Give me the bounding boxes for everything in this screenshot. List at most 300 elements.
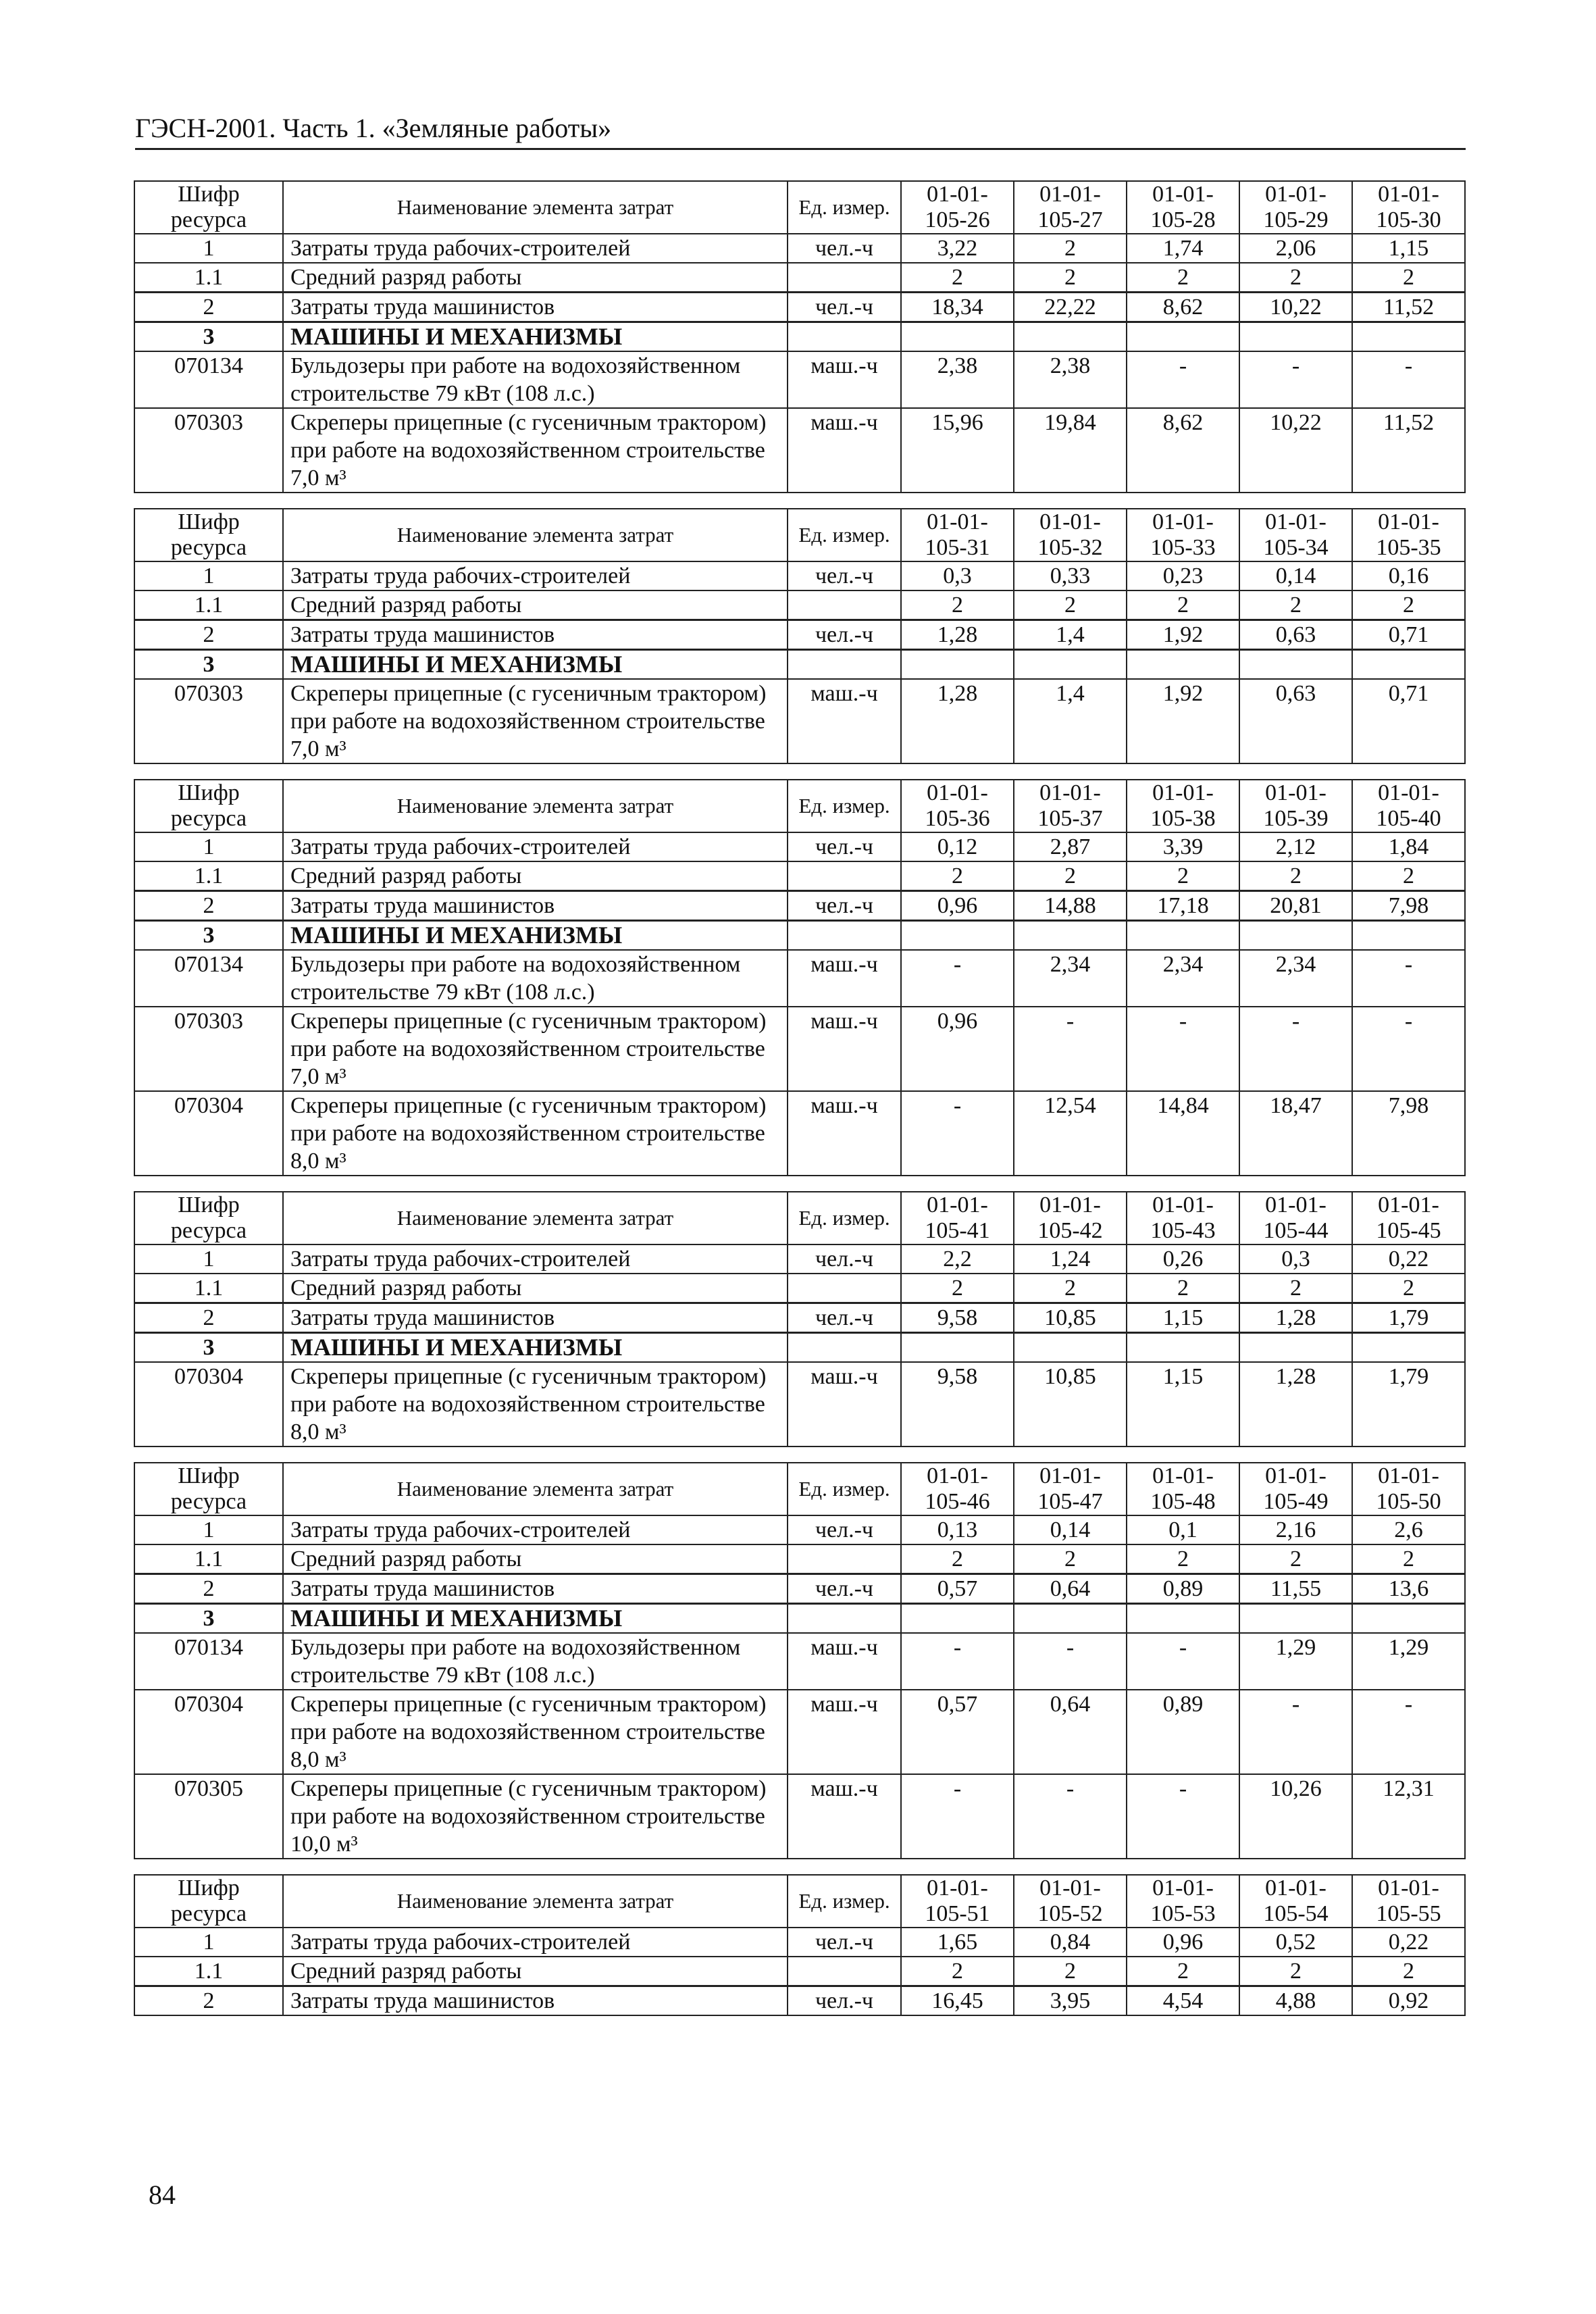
value-cell: 2,38 bbox=[1014, 351, 1127, 408]
value-cell: 1,29 bbox=[1352, 1633, 1465, 1690]
cost-element-name: Средний разряд работы bbox=[283, 590, 788, 620]
value-cell: 13,6 bbox=[1352, 1574, 1465, 1604]
table-row bbox=[134, 590, 1465, 620]
unit-cell: чел.-ч bbox=[788, 891, 901, 921]
value-cell: - bbox=[1014, 1633, 1127, 1690]
cost-element-name: Затраты труда машинистов bbox=[283, 1986, 788, 2016]
value-cell bbox=[1014, 322, 1127, 352]
resource-code: 070304 bbox=[134, 1091, 283, 1176]
table-row bbox=[134, 351, 1465, 408]
value-cell bbox=[1239, 1333, 1352, 1363]
cost-element-name: Затраты труда машинистов bbox=[283, 891, 788, 921]
cost-element-name: Затраты труда машинистов bbox=[283, 1574, 788, 1604]
value-cell: 2 bbox=[1014, 590, 1127, 620]
value-cell bbox=[1014, 650, 1127, 680]
value-cell bbox=[1239, 1604, 1352, 1634]
unit-cell: чел.-ч bbox=[788, 832, 901, 861]
header-norm-code: 01-01-105-35 bbox=[1352, 509, 1465, 561]
unit-cell: чел.-ч bbox=[788, 293, 901, 322]
value-cell: 11,52 bbox=[1352, 293, 1465, 322]
table-row bbox=[134, 620, 1465, 650]
page-number: 84 bbox=[149, 2180, 176, 2210]
value-cell bbox=[1127, 1333, 1239, 1363]
unit-cell bbox=[788, 650, 901, 680]
header-norm-code: 01-01-105-31 bbox=[901, 509, 1014, 561]
cost-element-name: МАШИНЫ И МЕХАНИЗМЫ bbox=[283, 1333, 788, 1363]
value-cell: 7,98 bbox=[1352, 891, 1465, 921]
table-row bbox=[134, 1274, 1465, 1303]
cost-element-name: Бульдозеры при работе на водохозяйственном строительстве 79 кВт (108 л.с.) bbox=[283, 1633, 788, 1690]
value-cell: 0,26 bbox=[1127, 1244, 1239, 1274]
unit-cell bbox=[788, 1333, 901, 1363]
norm-table bbox=[134, 779, 1466, 1176]
value-cell: - bbox=[1239, 1007, 1352, 1091]
value-cell: 0,3 bbox=[901, 561, 1014, 590]
table-row bbox=[134, 1244, 1465, 1274]
value-cell: 0,89 bbox=[1127, 1574, 1239, 1604]
value-cell: 2 bbox=[1239, 1957, 1352, 1986]
cost-element-name: Затраты труда рабочих-строителей bbox=[283, 234, 788, 263]
value-cell: 2 bbox=[1239, 1274, 1352, 1303]
table-row bbox=[134, 561, 1465, 590]
cost-element-name: Средний разряд работы bbox=[283, 1957, 788, 1986]
table-row bbox=[134, 1928, 1465, 1957]
table-row bbox=[134, 650, 1465, 680]
value-cell: 2 bbox=[1352, 263, 1465, 293]
table-row bbox=[134, 322, 1465, 352]
value-cell: - bbox=[1352, 351, 1465, 408]
resource-code: 2 bbox=[134, 1574, 283, 1604]
table-row bbox=[134, 891, 1465, 921]
cost-element-name: Средний разряд работы bbox=[283, 1544, 788, 1574]
table-header-row bbox=[134, 181, 1465, 234]
cost-element-name: МАШИНЫ И МЕХАНИЗМЫ bbox=[283, 1604, 788, 1634]
value-cell: 2 bbox=[1239, 590, 1352, 620]
value-cell: 0,64 bbox=[1014, 1574, 1127, 1604]
value-cell: - bbox=[1239, 351, 1352, 408]
cost-element-name: Скреперы прицепные (с гусеничным трактором) при работе на водохозяйственном строительстве 10,0 м³ bbox=[283, 1774, 788, 1859]
value-cell: 14,88 bbox=[1014, 891, 1127, 921]
value-cell: 1,4 bbox=[1014, 679, 1127, 763]
value-cell bbox=[1127, 322, 1239, 352]
unit-cell: чел.-ч bbox=[788, 234, 901, 263]
value-cell: 1,4 bbox=[1014, 620, 1127, 650]
value-cell: 11,52 bbox=[1352, 408, 1465, 493]
header-name: Наименование элемента затрат bbox=[283, 780, 788, 832]
header-norm-code: 01-01-105-42 bbox=[1014, 1192, 1127, 1244]
value-cell: - bbox=[1127, 1633, 1239, 1690]
unit-cell bbox=[788, 263, 901, 293]
resource-code: 1 bbox=[134, 1515, 283, 1544]
value-cell: - bbox=[1352, 1007, 1465, 1091]
value-cell: 15,96 bbox=[901, 408, 1014, 493]
value-cell: - bbox=[1014, 1007, 1127, 1091]
unit-cell bbox=[788, 590, 901, 620]
norm-table bbox=[134, 1462, 1466, 1859]
unit-cell bbox=[788, 322, 901, 352]
value-cell: 0,14 bbox=[1239, 561, 1352, 590]
header-name: Наименование элемента затрат bbox=[283, 1875, 788, 1928]
cost-element-name: Затраты труда рабочих-строителей bbox=[283, 1928, 788, 1957]
norm-table bbox=[134, 1191, 1466, 1447]
value-cell bbox=[1239, 650, 1352, 680]
cost-element-name: Скреперы прицепные (с гусеничным трактором) при работе на водохозяйственном строительстве 7,0 м³ bbox=[283, 1007, 788, 1091]
table-header-row bbox=[134, 780, 1465, 832]
value-cell: 2,38 bbox=[901, 351, 1014, 408]
value-cell bbox=[901, 322, 1014, 352]
value-cell: 1,84 bbox=[1352, 832, 1465, 861]
value-cell bbox=[1352, 1333, 1465, 1363]
resource-code: 070134 bbox=[134, 950, 283, 1007]
resource-code: 1 bbox=[134, 832, 283, 861]
header-norm-code: 01-01-105-32 bbox=[1014, 509, 1127, 561]
value-cell: 2 bbox=[1352, 1274, 1465, 1303]
value-cell: 1,92 bbox=[1127, 679, 1239, 763]
table-row bbox=[134, 1774, 1465, 1859]
table-row bbox=[134, 408, 1465, 493]
unit-cell: маш.-ч bbox=[788, 679, 901, 763]
value-cell: 0,3 bbox=[1239, 1244, 1352, 1274]
header-unit: Ед. измер. bbox=[788, 1463, 901, 1515]
value-cell: 16,45 bbox=[901, 1986, 1014, 2016]
header-norm-code: 01-01-105-39 bbox=[1239, 780, 1352, 832]
value-cell: 3,22 bbox=[901, 234, 1014, 263]
resource-code: 070305 bbox=[134, 1774, 283, 1859]
value-cell: 0,57 bbox=[901, 1574, 1014, 1604]
table-row bbox=[134, 1690, 1465, 1774]
value-cell: 2 bbox=[1352, 590, 1465, 620]
value-cell: 3,39 bbox=[1127, 832, 1239, 861]
value-cell: 0,63 bbox=[1239, 620, 1352, 650]
value-cell: - bbox=[1014, 1774, 1127, 1859]
value-cell: 2,34 bbox=[1127, 950, 1239, 1007]
value-cell: 4,88 bbox=[1239, 1986, 1352, 2016]
cost-element-name: Скреперы прицепные (с гусеничным трактором) при работе на водохозяйственном строительстве 8,0 м³ bbox=[283, 1091, 788, 1176]
value-cell: 12,54 bbox=[1014, 1091, 1127, 1176]
value-cell: 2 bbox=[1014, 1544, 1127, 1574]
cost-element-name: МАШИНЫ И МЕХАНИЗМЫ bbox=[283, 322, 788, 352]
cost-element-name: Скреперы прицепные (с гусеничным трактором) при работе на водохозяйственном строительстве 7,0 м³ bbox=[283, 408, 788, 493]
value-cell: 1,15 bbox=[1127, 1303, 1239, 1333]
cost-element-name: МАШИНЫ И МЕХАНИЗМЫ bbox=[283, 921, 788, 951]
header-norm-code: 01-01-105-44 bbox=[1239, 1192, 1352, 1244]
value-cell bbox=[1352, 921, 1465, 951]
unit-cell: чел.-ч bbox=[788, 620, 901, 650]
value-cell: 18,34 bbox=[901, 293, 1014, 322]
norm-tables bbox=[134, 180, 1464, 2031]
resource-code: 2 bbox=[134, 1986, 283, 2016]
value-cell: 0,1 bbox=[1127, 1515, 1239, 1544]
cost-element-name: Затраты труда рабочих-строителей bbox=[283, 1244, 788, 1274]
table-row bbox=[134, 1633, 1465, 1690]
header-norm-code: 01-01-105-50 bbox=[1352, 1463, 1465, 1515]
table-row bbox=[134, 1007, 1465, 1091]
header-norm-code: 01-01-105-51 bbox=[901, 1875, 1014, 1928]
value-cell: 19,84 bbox=[1014, 408, 1127, 493]
value-cell bbox=[901, 1333, 1014, 1363]
unit-cell: маш.-ч bbox=[788, 351, 901, 408]
value-cell: 0,14 bbox=[1014, 1515, 1127, 1544]
value-cell: 2,12 bbox=[1239, 832, 1352, 861]
value-cell: 10,85 bbox=[1014, 1362, 1127, 1447]
header-unit: Ед. измер. bbox=[788, 181, 901, 234]
value-cell: 20,81 bbox=[1239, 891, 1352, 921]
value-cell: 0,71 bbox=[1352, 679, 1465, 763]
unit-cell: чел.-ч bbox=[788, 1515, 901, 1544]
header-norm-code: 01-01-105-28 bbox=[1127, 181, 1239, 234]
norm-table bbox=[134, 180, 1466, 493]
value-cell: 2 bbox=[1014, 234, 1127, 263]
header-norm-code: 01-01-105-45 bbox=[1352, 1192, 1465, 1244]
value-cell: 14,84 bbox=[1127, 1091, 1239, 1176]
value-cell: 2,06 bbox=[1239, 234, 1352, 263]
value-cell: 2 bbox=[901, 590, 1014, 620]
cost-element-name: Средний разряд работы bbox=[283, 861, 788, 891]
resource-code: 070303 bbox=[134, 1007, 283, 1091]
value-cell: 0,16 bbox=[1352, 561, 1465, 590]
resource-code: 3 bbox=[134, 921, 283, 951]
value-cell: - bbox=[1127, 351, 1239, 408]
value-cell: 0,96 bbox=[901, 1007, 1014, 1091]
value-cell: 0,64 bbox=[1014, 1690, 1127, 1774]
table-row bbox=[134, 1091, 1465, 1176]
value-cell: 9,58 bbox=[901, 1303, 1014, 1333]
table-row bbox=[134, 1362, 1465, 1447]
resource-code: 1.1 bbox=[134, 1957, 283, 1986]
table-row bbox=[134, 1986, 1465, 2016]
value-cell: - bbox=[901, 1774, 1014, 1859]
header-norm-code: 01-01-105-30 bbox=[1352, 181, 1465, 234]
header-name: Наименование элемента затрат bbox=[283, 1463, 788, 1515]
unit-cell bbox=[788, 921, 901, 951]
value-cell bbox=[901, 1604, 1014, 1634]
value-cell: 1,28 bbox=[901, 679, 1014, 763]
resource-code: 3 bbox=[134, 322, 283, 352]
value-cell: - bbox=[1239, 1690, 1352, 1774]
value-cell bbox=[901, 650, 1014, 680]
header-norm-code: 01-01-105-34 bbox=[1239, 509, 1352, 561]
value-cell: 2 bbox=[901, 263, 1014, 293]
resource-code: 070304 bbox=[134, 1362, 283, 1447]
table-row bbox=[134, 234, 1465, 263]
header-norm-code: 01-01-105-49 bbox=[1239, 1463, 1352, 1515]
unit-cell: чел.-ч bbox=[788, 1928, 901, 1957]
cost-element-name: Затраты труда рабочих-строителей bbox=[283, 832, 788, 861]
value-cell: 2 bbox=[1014, 861, 1127, 891]
unit-cell bbox=[788, 1544, 901, 1574]
unit-cell bbox=[788, 1604, 901, 1634]
value-cell: 2 bbox=[1127, 263, 1239, 293]
value-cell: 8,62 bbox=[1127, 293, 1239, 322]
value-cell bbox=[1352, 322, 1465, 352]
value-cell: 2 bbox=[1352, 1957, 1465, 1986]
unit-cell: маш.-ч bbox=[788, 1091, 901, 1176]
value-cell: 2,6 bbox=[1352, 1515, 1465, 1544]
value-cell: 11,55 bbox=[1239, 1574, 1352, 1604]
value-cell: 2,87 bbox=[1014, 832, 1127, 861]
value-cell: 10,85 bbox=[1014, 1303, 1127, 1333]
unit-cell: чел.-ч bbox=[788, 1986, 901, 2016]
table-row bbox=[134, 293, 1465, 322]
resource-code: 3 bbox=[134, 650, 283, 680]
value-cell: 1,79 bbox=[1352, 1362, 1465, 1447]
table-row bbox=[134, 950, 1465, 1007]
resource-code: 2 bbox=[134, 293, 283, 322]
value-cell: - bbox=[1352, 950, 1465, 1007]
table-header-row bbox=[134, 509, 1465, 561]
table-row bbox=[134, 1303, 1465, 1333]
resource-code: 3 bbox=[134, 1333, 283, 1363]
value-cell: 0,22 bbox=[1352, 1928, 1465, 1957]
unit-cell: маш.-ч bbox=[788, 950, 901, 1007]
resource-code: 2 bbox=[134, 620, 283, 650]
value-cell bbox=[1352, 1604, 1465, 1634]
value-cell: 2 bbox=[1014, 263, 1127, 293]
value-cell: 0,96 bbox=[901, 891, 1014, 921]
value-cell: 2 bbox=[1352, 1544, 1465, 1574]
resource-code: 1.1 bbox=[134, 1274, 283, 1303]
value-cell: 0,84 bbox=[1014, 1928, 1127, 1957]
value-cell: 2 bbox=[1127, 1957, 1239, 1986]
value-cell: 0,89 bbox=[1127, 1690, 1239, 1774]
value-cell: 2 bbox=[1127, 1544, 1239, 1574]
resource-code: 070303 bbox=[134, 679, 283, 763]
resource-code: 1.1 bbox=[134, 590, 283, 620]
value-cell bbox=[901, 921, 1014, 951]
value-cell: 0,71 bbox=[1352, 620, 1465, 650]
value-cell: 2 bbox=[1014, 1957, 1127, 1986]
table-header-row bbox=[134, 1875, 1465, 1928]
unit-cell bbox=[788, 1274, 901, 1303]
unit-cell: маш.-ч bbox=[788, 1362, 901, 1447]
value-cell bbox=[1014, 1604, 1127, 1634]
header-norm-code: 01-01-105-48 bbox=[1127, 1463, 1239, 1515]
header-norm-code: 01-01-105-38 bbox=[1127, 780, 1239, 832]
value-cell: 1,92 bbox=[1127, 620, 1239, 650]
value-cell: 17,18 bbox=[1127, 891, 1239, 921]
value-cell: 10,22 bbox=[1239, 408, 1352, 493]
value-cell: 2 bbox=[1352, 861, 1465, 891]
norm-table bbox=[134, 1874, 1466, 2016]
header-norm-code: 01-01-105-40 bbox=[1352, 780, 1465, 832]
page-header: ГЭСН-2001. Часть 1. «Земляные работы» bbox=[135, 111, 1466, 150]
value-cell: 2 bbox=[1239, 263, 1352, 293]
resource-code: 1.1 bbox=[134, 1544, 283, 1574]
value-cell: - bbox=[901, 950, 1014, 1007]
cost-element-name: Затраты труда машинистов bbox=[283, 293, 788, 322]
cost-element-name: Затраты труда рабочих-строителей bbox=[283, 561, 788, 590]
table-row bbox=[134, 861, 1465, 891]
value-cell: 8,62 bbox=[1127, 408, 1239, 493]
header-norm-code: 01-01-105-33 bbox=[1127, 509, 1239, 561]
value-cell: 12,31 bbox=[1352, 1774, 1465, 1859]
value-cell bbox=[1239, 921, 1352, 951]
header-norm-code: 01-01-105-41 bbox=[901, 1192, 1014, 1244]
value-cell: 7,98 bbox=[1352, 1091, 1465, 1176]
cost-element-name: Затраты труда рабочих-строителей bbox=[283, 1515, 788, 1544]
unit-cell: чел.-ч bbox=[788, 1303, 901, 1333]
header-unit: Ед. измер. bbox=[788, 1192, 901, 1244]
value-cell: 2,2 bbox=[901, 1244, 1014, 1274]
header-norm-code: 01-01-105-52 bbox=[1014, 1875, 1127, 1928]
header-norm-code: 01-01-105-53 bbox=[1127, 1875, 1239, 1928]
value-cell: 2 bbox=[1239, 1544, 1352, 1574]
value-cell: 1,15 bbox=[1127, 1362, 1239, 1447]
value-cell: 10,22 bbox=[1239, 293, 1352, 322]
cost-element-name: Скреперы прицепные (с гусеничным трактором) при работе на водохозяйственном строительстве 7,0 м³ bbox=[283, 679, 788, 763]
resource-code: 1.1 bbox=[134, 263, 283, 293]
header-norm-code: 01-01-105-37 bbox=[1014, 780, 1127, 832]
resource-code: 3 bbox=[134, 1604, 283, 1634]
value-cell: - bbox=[1352, 1690, 1465, 1774]
value-cell: 1,79 bbox=[1352, 1303, 1465, 1333]
value-cell: 2 bbox=[901, 1274, 1014, 1303]
cost-element-name: Затраты труда машинистов bbox=[283, 620, 788, 650]
table-row bbox=[134, 1544, 1465, 1574]
header-norm-code: 01-01-105-54 bbox=[1239, 1875, 1352, 1928]
unit-cell bbox=[788, 1957, 901, 1986]
unit-cell: маш.-ч bbox=[788, 1690, 901, 1774]
value-cell: 2 bbox=[1127, 590, 1239, 620]
table-row bbox=[134, 1604, 1465, 1634]
header-norm-code: 01-01-105-26 bbox=[901, 181, 1014, 234]
value-cell: 22,22 bbox=[1014, 293, 1127, 322]
unit-cell: чел.-ч bbox=[788, 1244, 901, 1274]
header-code: Шифр ресурса bbox=[134, 1875, 283, 1928]
value-cell: 0,92 bbox=[1352, 1986, 1465, 2016]
value-cell bbox=[1352, 650, 1465, 680]
header-norm-code: 01-01-105-36 bbox=[901, 780, 1014, 832]
resource-code: 1.1 bbox=[134, 861, 283, 891]
value-cell: 4,54 bbox=[1127, 1986, 1239, 2016]
value-cell: 1,29 bbox=[1239, 1633, 1352, 1690]
header-norm-code: 01-01-105-55 bbox=[1352, 1875, 1465, 1928]
header-norm-code: 01-01-105-46 bbox=[901, 1463, 1014, 1515]
value-cell bbox=[1239, 322, 1352, 352]
value-cell bbox=[1127, 921, 1239, 951]
unit-cell: чел.-ч bbox=[788, 561, 901, 590]
value-cell: 0,52 bbox=[1239, 1928, 1352, 1957]
value-cell: 3,95 bbox=[1014, 1986, 1127, 2016]
table-row bbox=[134, 679, 1465, 763]
header-code: Шифр ресурса bbox=[134, 181, 283, 234]
resource-code: 2 bbox=[134, 891, 283, 921]
value-cell: 1,28 bbox=[1239, 1303, 1352, 1333]
value-cell: 2,34 bbox=[1239, 950, 1352, 1007]
norm-table bbox=[134, 508, 1466, 764]
value-cell: 18,47 bbox=[1239, 1091, 1352, 1176]
resource-code: 1 bbox=[134, 234, 283, 263]
resource-code: 1 bbox=[134, 561, 283, 590]
value-cell: 0,12 bbox=[901, 832, 1014, 861]
header-name: Наименование элемента затрат bbox=[283, 1192, 788, 1244]
table-row bbox=[134, 1574, 1465, 1604]
resource-code: 070303 bbox=[134, 408, 283, 493]
value-cell: 10,26 bbox=[1239, 1774, 1352, 1859]
cost-element-name: Затраты труда машинистов bbox=[283, 1303, 788, 1333]
header-unit: Ед. измер. bbox=[788, 1875, 901, 1928]
table-row bbox=[134, 832, 1465, 861]
value-cell: 0,13 bbox=[901, 1515, 1014, 1544]
value-cell: 0,23 bbox=[1127, 561, 1239, 590]
value-cell: 1,28 bbox=[901, 620, 1014, 650]
value-cell: 2 bbox=[1239, 861, 1352, 891]
value-cell: 2 bbox=[901, 1957, 1014, 1986]
value-cell: 9,58 bbox=[901, 1362, 1014, 1447]
unit-cell: чел.-ч bbox=[788, 1574, 901, 1604]
cost-element-name: Бульдозеры при работе на водохозяйственном строительстве 79 кВт (108 л.с.) bbox=[283, 351, 788, 408]
cost-element-name: Бульдозеры при работе на водохозяйственном строительстве 79 кВт (108 л.с.) bbox=[283, 950, 788, 1007]
